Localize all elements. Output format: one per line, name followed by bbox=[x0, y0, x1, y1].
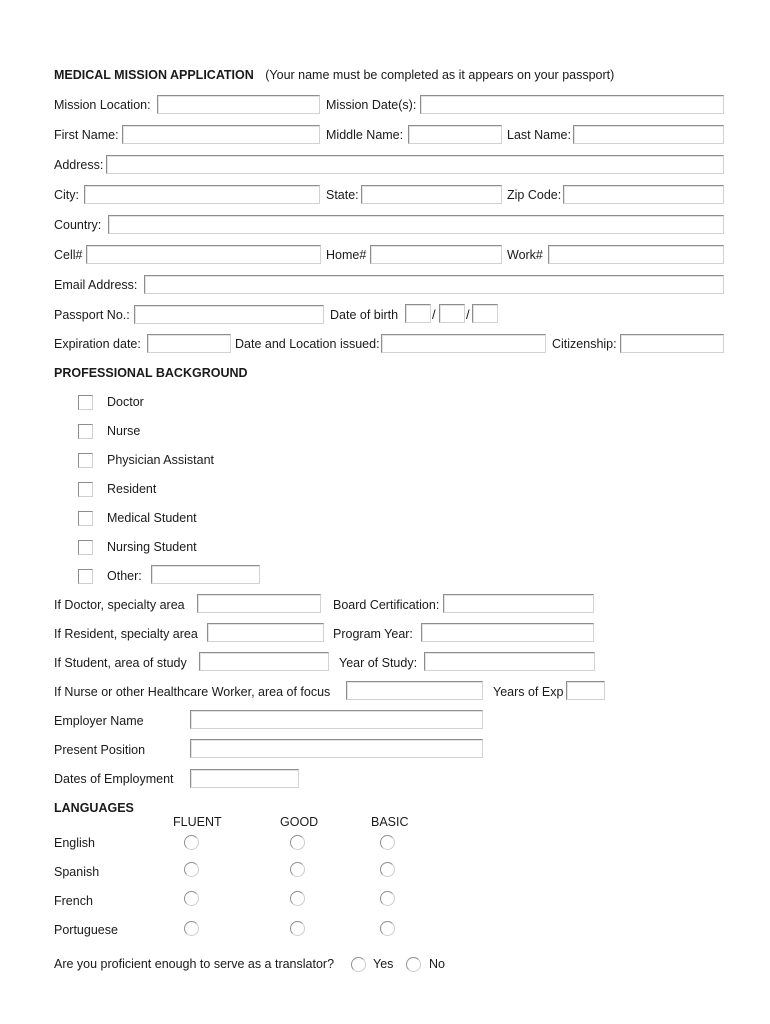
address-field[interactable] bbox=[106, 155, 724, 174]
nurse-checkbox[interactable] bbox=[78, 424, 93, 439]
medical-student-label: Medical Student bbox=[107, 511, 197, 525]
city-field[interactable] bbox=[84, 185, 320, 204]
mission-location-label: Mission Location: bbox=[54, 98, 151, 112]
translator-no-label: No bbox=[429, 957, 445, 971]
nursing-student-checkbox[interactable] bbox=[78, 540, 93, 555]
language-english-label: English bbox=[54, 836, 95, 850]
physician-assistant-checkbox[interactable] bbox=[78, 453, 93, 468]
other-label: Other: bbox=[107, 569, 142, 583]
translator-yes-label: Yes bbox=[373, 957, 394, 971]
work-label: Work# bbox=[507, 248, 543, 262]
mission-dates-label: Mission Date(s): bbox=[326, 98, 417, 112]
country-label: Country: bbox=[54, 218, 102, 232]
french-basic-radio[interactable] bbox=[380, 891, 395, 906]
translator-no-radio[interactable] bbox=[406, 957, 421, 972]
issued-field[interactable] bbox=[381, 334, 546, 353]
last-name-field[interactable] bbox=[573, 125, 724, 144]
languages-heading: LANGUAGES bbox=[54, 801, 134, 815]
mission-location-field[interactable] bbox=[157, 95, 320, 114]
dob-separator: / bbox=[432, 307, 436, 322]
home-field[interactable] bbox=[370, 245, 502, 264]
mission-dates-field[interactable] bbox=[420, 95, 724, 114]
employer-label: Employer Name bbox=[54, 714, 144, 728]
dob-year-field[interactable] bbox=[472, 304, 498, 323]
first-name-field[interactable] bbox=[122, 125, 320, 144]
board-cert-field[interactable] bbox=[443, 594, 594, 613]
spanish-basic-radio[interactable] bbox=[380, 862, 395, 877]
resident-specialty-label: If Resident, specialty area bbox=[54, 627, 198, 641]
dates-employment-field[interactable] bbox=[190, 769, 299, 788]
address-label: Address: bbox=[54, 158, 104, 172]
cell-label: Cell# bbox=[54, 248, 83, 262]
issued-label: Date and Location issued: bbox=[235, 337, 380, 351]
nurse-label: Nurse bbox=[107, 424, 141, 438]
expiration-field[interactable] bbox=[147, 334, 231, 353]
french-good-radio[interactable] bbox=[290, 891, 305, 906]
year-of-study-label: Year of Study: bbox=[339, 656, 418, 670]
translator-yes-radio[interactable] bbox=[351, 957, 366, 972]
portuguese-fluent-radio[interactable] bbox=[184, 921, 199, 936]
portuguese-basic-radio[interactable] bbox=[380, 921, 395, 936]
city-label: City: bbox=[54, 188, 79, 202]
program-year-label: Program Year: bbox=[333, 627, 413, 641]
passport-label: Passport No.: bbox=[54, 308, 130, 322]
other-field[interactable] bbox=[151, 565, 260, 584]
resident-label: Resident bbox=[107, 482, 157, 496]
dob-month-field[interactable] bbox=[405, 304, 431, 323]
student-area-field[interactable] bbox=[199, 652, 329, 671]
dob-day-field[interactable] bbox=[439, 304, 465, 323]
form-header bbox=[54, 68, 614, 83]
zip-label: Zip Code: bbox=[507, 188, 562, 202]
citizenship-label: Citizenship: bbox=[552, 337, 617, 351]
email-field[interactable] bbox=[144, 275, 724, 294]
spanish-fluent-radio[interactable] bbox=[184, 862, 199, 877]
passport-field[interactable] bbox=[134, 305, 324, 324]
doctor-specialty-field[interactable] bbox=[197, 594, 321, 613]
language-spanish-label: Spanish bbox=[54, 865, 100, 879]
level-fluent-header: FLUENT bbox=[173, 815, 222, 829]
form-note: (Your name must be completed as it appears on your passport) bbox=[265, 68, 615, 82]
resident-specialty-field[interactable] bbox=[207, 623, 324, 642]
professional-heading: PROFESSIONAL BACKGROUND bbox=[54, 366, 248, 380]
nurse-area-field[interactable] bbox=[346, 681, 483, 700]
dates-employment-label: Dates of Employment bbox=[54, 772, 174, 786]
home-label: Home# bbox=[326, 248, 367, 262]
english-good-radio[interactable] bbox=[290, 835, 305, 850]
expiration-label: Expiration date: bbox=[54, 337, 141, 351]
email-label: Email Address: bbox=[54, 278, 138, 292]
student-area-label: If Student, area of study bbox=[54, 656, 187, 670]
board-cert-label: Board Certification: bbox=[333, 598, 440, 612]
physician-assistant-label: Physician Assistant bbox=[107, 453, 214, 467]
years-exp-field[interactable] bbox=[566, 681, 605, 700]
first-name-label: First Name: bbox=[54, 128, 119, 142]
middle-name-label: Middle Name: bbox=[326, 128, 404, 142]
level-basic-header: BASIC bbox=[371, 815, 409, 829]
language-french-label: French bbox=[54, 894, 93, 908]
doctor-specialty-label: If Doctor, specialty area bbox=[54, 598, 185, 612]
dob-separator: / bbox=[466, 307, 470, 322]
nurse-area-label: If Nurse or other Healthcare Worker, area of focus bbox=[54, 685, 331, 699]
last-name-label: Last Name: bbox=[507, 128, 571, 142]
middle-name-field[interactable] bbox=[408, 125, 502, 144]
work-field[interactable] bbox=[548, 245, 724, 264]
language-portuguese-label: Portuguese bbox=[54, 923, 118, 937]
cell-field[interactable] bbox=[86, 245, 321, 264]
doctor-label: Doctor bbox=[107, 395, 144, 409]
spanish-good-radio[interactable] bbox=[290, 862, 305, 877]
portuguese-good-radio[interactable] bbox=[290, 921, 305, 936]
dob-label: Date of birth bbox=[330, 308, 399, 322]
level-good-header: GOOD bbox=[280, 815, 319, 829]
english-basic-radio[interactable] bbox=[380, 835, 395, 850]
translator-question: Are you proficient enough to serve as a translator? bbox=[54, 957, 335, 971]
position-field[interactable] bbox=[190, 739, 483, 758]
zip-field[interactable] bbox=[563, 185, 724, 204]
other-checkbox[interactable] bbox=[78, 569, 93, 584]
program-year-field[interactable] bbox=[421, 623, 594, 642]
employer-field[interactable] bbox=[190, 710, 483, 729]
state-field[interactable] bbox=[361, 185, 502, 204]
medical-student-checkbox[interactable] bbox=[78, 511, 93, 526]
position-label: Present Position bbox=[54, 743, 146, 757]
french-fluent-radio[interactable] bbox=[184, 891, 199, 906]
years-exp-label: Years of Exp bbox=[493, 685, 564, 699]
nursing-student-label: Nursing Student bbox=[107, 540, 197, 554]
country-field[interactable] bbox=[108, 215, 724, 234]
state-label: State: bbox=[326, 188, 359, 202]
citizenship-field[interactable] bbox=[620, 334, 724, 353]
resident-checkbox[interactable] bbox=[78, 482, 93, 497]
english-fluent-radio[interactable] bbox=[184, 835, 199, 850]
form-title: MEDICAL MISSION APPLICATION bbox=[54, 68, 254, 82]
year-of-study-field[interactable] bbox=[424, 652, 595, 671]
doctor-checkbox[interactable] bbox=[78, 395, 93, 410]
